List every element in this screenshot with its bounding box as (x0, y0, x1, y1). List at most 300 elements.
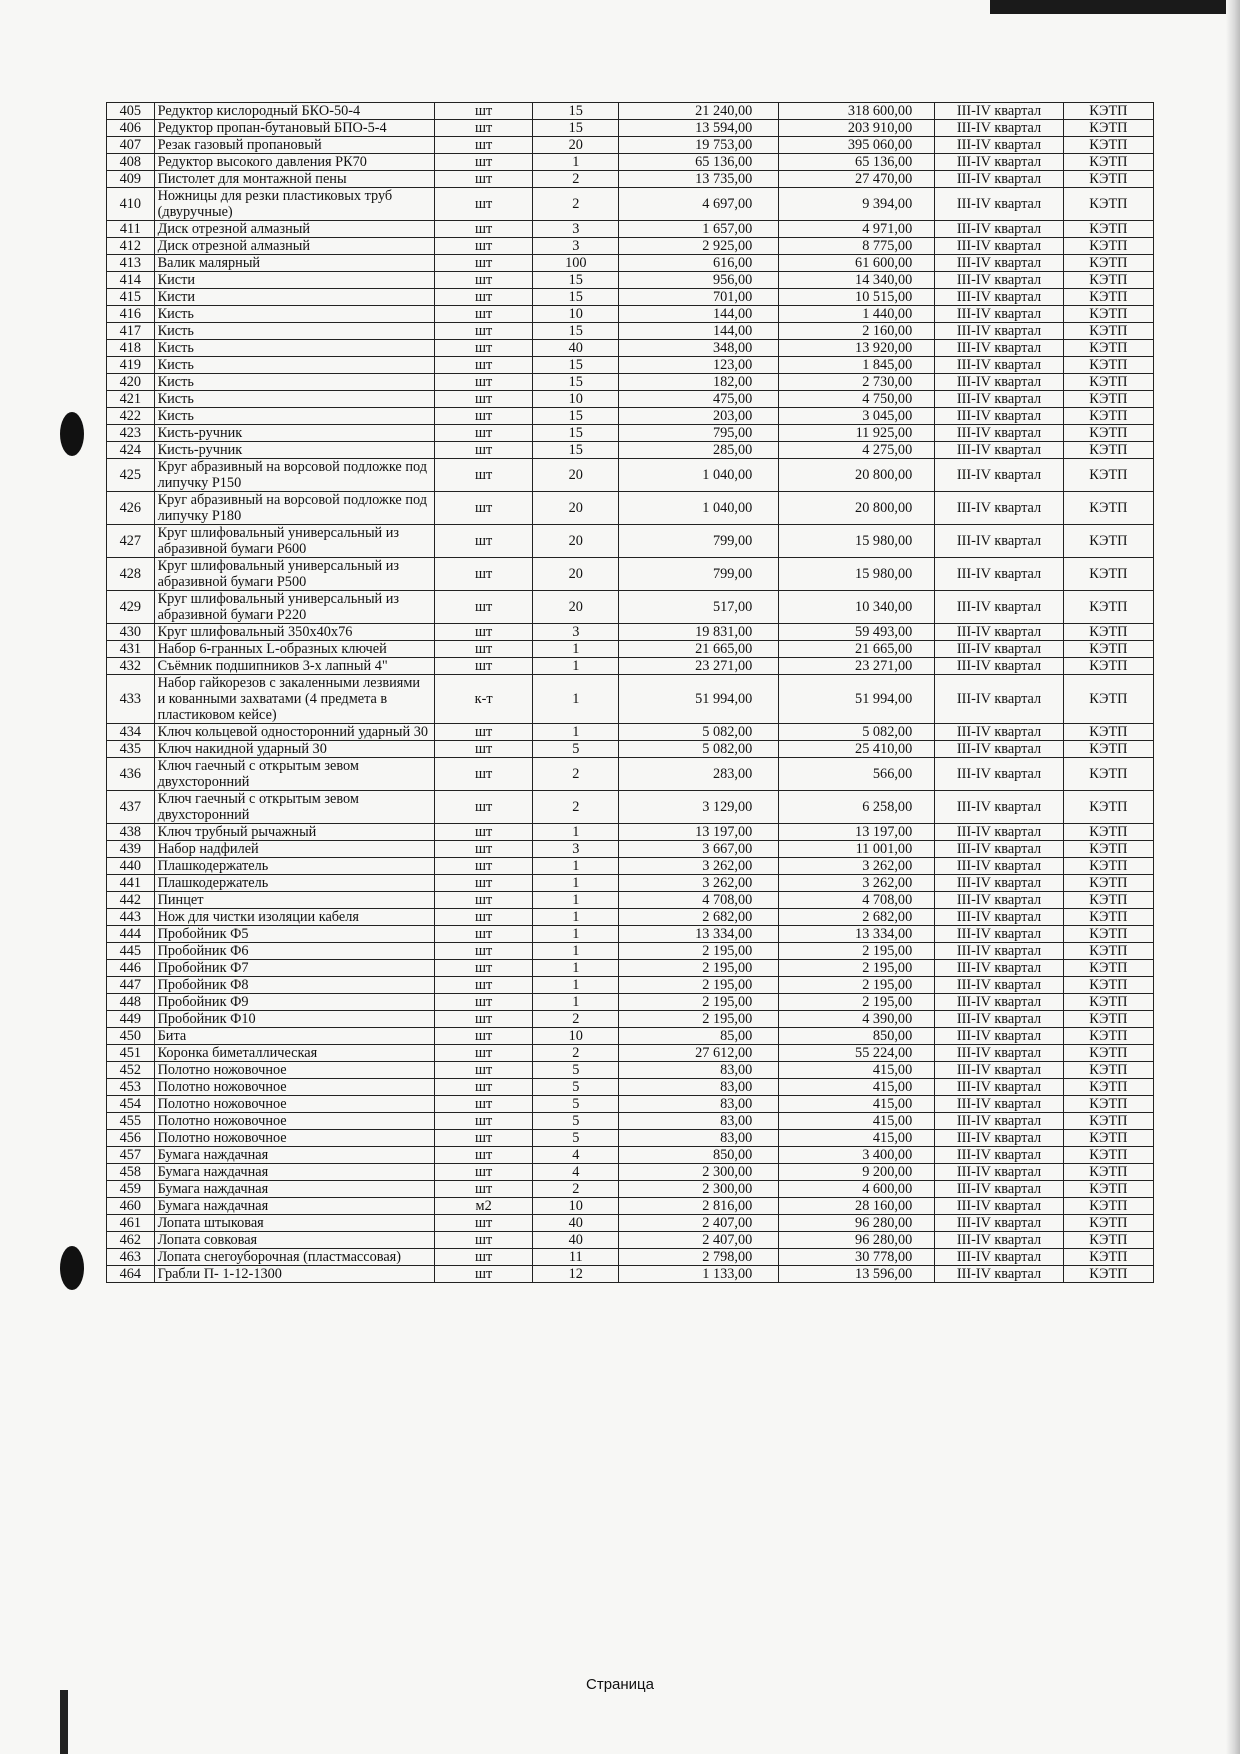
item-name-cell: Кисть (154, 408, 434, 425)
item-name-cell: Пробойник Ф10 (154, 1011, 434, 1028)
delivery-period-cell: III-IV квартал (935, 675, 1064, 724)
total-sum-cell: 15 980,00 (779, 525, 935, 558)
row-number-cell: 415 (107, 289, 155, 306)
row-number-cell: 429 (107, 591, 155, 624)
row-number-cell: 421 (107, 391, 155, 408)
unit-cell: шт (435, 641, 533, 658)
unit-price-cell: 13 735,00 (619, 171, 779, 188)
item-name-cell: Полотно ножовочное (154, 1062, 434, 1079)
delivery-period-cell: III-IV квартал (935, 120, 1064, 137)
unit-price-cell: 3 129,00 (619, 791, 779, 824)
item-name-cell: Плашкодержатель (154, 875, 434, 892)
table-row (107, 1181, 1154, 1198)
quantity-cell: 15 (533, 374, 619, 391)
total-sum-cell: 13 596,00 (779, 1266, 935, 1283)
quantity-cell: 1 (533, 977, 619, 994)
unit-price-cell: 616,00 (619, 255, 779, 272)
total-sum-cell: 2 730,00 (779, 374, 935, 391)
quantity-cell: 1 (533, 154, 619, 171)
unit-cell: шт (435, 154, 533, 171)
row-number-cell: 451 (107, 1045, 155, 1062)
total-sum-cell: 25 410,00 (779, 741, 935, 758)
quantity-cell: 2 (533, 1011, 619, 1028)
unit-price-cell: 83,00 (619, 1096, 779, 1113)
responsible-cell: КЭТП (1063, 1130, 1153, 1147)
row-number-cell: 409 (107, 171, 155, 188)
unit-price-cell: 19 831,00 (619, 624, 779, 641)
total-sum-cell: 96 280,00 (779, 1232, 935, 1249)
unit-price-cell: 27 612,00 (619, 1045, 779, 1062)
unit-cell: шт (435, 1079, 533, 1096)
item-name-cell: Ключ трубный рычажный (154, 824, 434, 841)
quantity-cell: 1 (533, 824, 619, 841)
unit-cell: шт (435, 1045, 533, 1062)
unit-price-cell: 285,00 (619, 442, 779, 459)
item-name-cell: Грабли П- 1-12-1300 (154, 1266, 434, 1283)
table-row (107, 558, 1154, 591)
unit-cell: шт (435, 1130, 533, 1147)
table-row (107, 591, 1154, 624)
item-name-cell: Ножницы для резки пластиковых труб (двуручные) (154, 188, 434, 221)
row-number-cell: 439 (107, 841, 155, 858)
delivery-period-cell: III-IV квартал (935, 425, 1064, 442)
unit-price-cell: 2 300,00 (619, 1181, 779, 1198)
table-row (107, 741, 1154, 758)
row-number-cell: 458 (107, 1164, 155, 1181)
item-name-cell: Круг шлифовальный универсальный из абразивной бумаги Р220 (154, 591, 434, 624)
unit-cell: шт (435, 1232, 533, 1249)
unit-cell: шт (435, 1028, 533, 1045)
delivery-period-cell: III-IV квартал (935, 1130, 1064, 1147)
table-body (107, 103, 1154, 1283)
unit-cell: шт (435, 459, 533, 492)
unit-price-cell: 5 082,00 (619, 741, 779, 758)
item-name-cell: Валик малярный (154, 255, 434, 272)
quantity-cell: 2 (533, 791, 619, 824)
item-name-cell: Диск отрезной алмазный (154, 221, 434, 238)
item-name-cell: Кисть (154, 323, 434, 340)
quantity-cell: 40 (533, 1232, 619, 1249)
total-sum-cell: 13 920,00 (779, 340, 935, 357)
item-name-cell: Кисть (154, 357, 434, 374)
delivery-period-cell: III-IV квартал (935, 1045, 1064, 1062)
quantity-cell: 1 (533, 724, 619, 741)
total-sum-cell: 850,00 (779, 1028, 935, 1045)
delivery-period-cell: III-IV квартал (935, 591, 1064, 624)
delivery-period-cell: III-IV квартал (935, 442, 1064, 459)
table-row (107, 624, 1154, 641)
responsible-cell: КЭТП (1063, 425, 1153, 442)
unit-cell: шт (435, 909, 533, 926)
responsible-cell: КЭТП (1063, 1249, 1153, 1266)
scan-edge-right (1226, 0, 1240, 1754)
unit-cell: шт (435, 1164, 533, 1181)
quantity-cell: 2 (533, 1045, 619, 1062)
row-number-cell: 462 (107, 1232, 155, 1249)
responsible-cell: КЭТП (1063, 1028, 1153, 1045)
delivery-period-cell: III-IV квартал (935, 1181, 1064, 1198)
table-row (107, 221, 1154, 238)
quantity-cell: 5 (533, 1079, 619, 1096)
quantity-cell: 3 (533, 238, 619, 255)
scan-edge-top (990, 0, 1240, 14)
table-row (107, 824, 1154, 841)
total-sum-cell: 11 925,00 (779, 425, 935, 442)
responsible-cell: КЭТП (1063, 374, 1153, 391)
unit-price-cell: 21 665,00 (619, 641, 779, 658)
unit-cell: шт (435, 323, 533, 340)
responsible-cell: КЭТП (1063, 641, 1153, 658)
row-number-cell: 417 (107, 323, 155, 340)
row-number-cell: 461 (107, 1215, 155, 1232)
row-number-cell: 405 (107, 103, 155, 120)
table-row (107, 103, 1154, 120)
delivery-period-cell: III-IV квартал (935, 841, 1064, 858)
row-number-cell: 448 (107, 994, 155, 1011)
unit-price-cell: 203,00 (619, 408, 779, 425)
row-number-cell: 407 (107, 137, 155, 154)
table-row (107, 1028, 1154, 1045)
unit-cell: шт (435, 875, 533, 892)
unit-price-cell: 3 667,00 (619, 841, 779, 858)
table-row (107, 255, 1154, 272)
item-name-cell: Лопата снегоуборочная (пластмассовая) (154, 1249, 434, 1266)
item-name-cell: Кисть (154, 374, 434, 391)
delivery-period-cell: III-IV квартал (935, 724, 1064, 741)
responsible-cell: КЭТП (1063, 909, 1153, 926)
unit-cell: шт (435, 943, 533, 960)
table-row (107, 425, 1154, 442)
quantity-cell: 15 (533, 323, 619, 340)
delivery-period-cell: III-IV квартал (935, 374, 1064, 391)
row-number-cell: 444 (107, 926, 155, 943)
total-sum-cell: 27 470,00 (779, 171, 935, 188)
row-number-cell: 432 (107, 658, 155, 675)
quantity-cell: 1 (533, 858, 619, 875)
total-sum-cell: 20 800,00 (779, 459, 935, 492)
quantity-cell: 2 (533, 758, 619, 791)
table-row (107, 1011, 1154, 1028)
quantity-cell: 3 (533, 841, 619, 858)
total-sum-cell: 415,00 (779, 1079, 935, 1096)
unit-cell: шт (435, 340, 533, 357)
unit-cell: шт (435, 994, 533, 1011)
table-row (107, 459, 1154, 492)
row-number-cell: 436 (107, 758, 155, 791)
item-name-cell: Ключ накидной ударный 30 (154, 741, 434, 758)
table-row (107, 1147, 1154, 1164)
quantity-cell: 12 (533, 1266, 619, 1283)
total-sum-cell: 4 971,00 (779, 221, 935, 238)
row-number-cell: 410 (107, 188, 155, 221)
responsible-cell: КЭТП (1063, 994, 1153, 1011)
table-row (107, 977, 1154, 994)
item-name-cell: Бумага наждачная (154, 1147, 434, 1164)
unit-price-cell: 83,00 (619, 1062, 779, 1079)
total-sum-cell: 28 160,00 (779, 1198, 935, 1215)
quantity-cell: 10 (533, 306, 619, 323)
punch-hole (60, 1246, 84, 1290)
responsible-cell: КЭТП (1063, 1079, 1153, 1096)
total-sum-cell: 3 400,00 (779, 1147, 935, 1164)
table-row (107, 154, 1154, 171)
item-name-cell: Редуктор пропан-бутановый БПО-5-4 (154, 120, 434, 137)
delivery-period-cell: III-IV квартал (935, 558, 1064, 591)
item-name-cell: Редуктор высокого давления РК70 (154, 154, 434, 171)
row-number-cell: 428 (107, 558, 155, 591)
table-row (107, 1266, 1154, 1283)
quantity-cell: 15 (533, 103, 619, 120)
unit-price-cell: 517,00 (619, 591, 779, 624)
responsible-cell: КЭТП (1063, 255, 1153, 272)
table-row (107, 994, 1154, 1011)
unit-cell: шт (435, 892, 533, 909)
unit-cell: шт (435, 1249, 533, 1266)
table-row (107, 758, 1154, 791)
quantity-cell: 15 (533, 408, 619, 425)
unit-price-cell: 23 271,00 (619, 658, 779, 675)
unit-cell: шт (435, 171, 533, 188)
delivery-period-cell: III-IV квартал (935, 459, 1064, 492)
delivery-period-cell: III-IV квартал (935, 306, 1064, 323)
item-name-cell: Кисть-ручник (154, 442, 434, 459)
responsible-cell: КЭТП (1063, 1181, 1153, 1198)
responsible-cell: КЭТП (1063, 120, 1153, 137)
item-name-cell: Кисти (154, 289, 434, 306)
unit-price-cell: 182,00 (619, 374, 779, 391)
table-row (107, 841, 1154, 858)
quantity-cell: 40 (533, 340, 619, 357)
responsible-cell: КЭТП (1063, 188, 1153, 221)
quantity-cell: 4 (533, 1164, 619, 1181)
row-number-cell: 437 (107, 791, 155, 824)
quantity-cell: 15 (533, 272, 619, 289)
responsible-cell: КЭТП (1063, 289, 1153, 306)
item-name-cell: Лопата совковая (154, 1232, 434, 1249)
row-number-cell: 413 (107, 255, 155, 272)
unit-price-cell: 475,00 (619, 391, 779, 408)
unit-cell: шт (435, 1062, 533, 1079)
quantity-cell: 20 (533, 525, 619, 558)
table-row (107, 272, 1154, 289)
unit-price-cell: 2 682,00 (619, 909, 779, 926)
row-number-cell: 452 (107, 1062, 155, 1079)
unit-price-cell: 4 697,00 (619, 188, 779, 221)
delivery-period-cell: III-IV квартал (935, 791, 1064, 824)
item-name-cell: Съёмник подшипников 3-х лапный 4" (154, 658, 434, 675)
table-row (107, 374, 1154, 391)
quantity-cell: 5 (533, 1062, 619, 1079)
row-number-cell: 431 (107, 641, 155, 658)
delivery-period-cell: III-IV квартал (935, 323, 1064, 340)
punch-hole (60, 412, 84, 456)
row-number-cell: 435 (107, 741, 155, 758)
delivery-period-cell: III-IV квартал (935, 658, 1064, 675)
unit-cell: шт (435, 1096, 533, 1113)
item-name-cell: Кисти (154, 272, 434, 289)
row-number-cell: 424 (107, 442, 155, 459)
responsible-cell: КЭТП (1063, 943, 1153, 960)
table-row (107, 960, 1154, 977)
row-number-cell: 414 (107, 272, 155, 289)
delivery-period-cell: III-IV квартал (935, 154, 1064, 171)
unit-price-cell: 83,00 (619, 1130, 779, 1147)
table-row (107, 171, 1154, 188)
unit-cell: к-т (435, 675, 533, 724)
responsible-cell: КЭТП (1063, 492, 1153, 525)
item-name-cell: Полотно ножовочное (154, 1079, 434, 1096)
quantity-cell: 1 (533, 909, 619, 926)
item-name-cell: Пинцет (154, 892, 434, 909)
table-row (107, 340, 1154, 357)
quantity-cell: 1 (533, 960, 619, 977)
unit-cell: шт (435, 960, 533, 977)
table-row (107, 1062, 1154, 1079)
table-row (107, 909, 1154, 926)
total-sum-cell: 3 262,00 (779, 875, 935, 892)
row-number-cell: 412 (107, 238, 155, 255)
row-number-cell: 427 (107, 525, 155, 558)
item-name-cell: Круг абразивный на ворсовой подложке под липучку Р180 (154, 492, 434, 525)
responsible-cell: КЭТП (1063, 137, 1153, 154)
delivery-period-cell: III-IV квартал (935, 238, 1064, 255)
quantity-cell: 1 (533, 994, 619, 1011)
unit-cell: шт (435, 289, 533, 306)
responsible-cell: КЭТП (1063, 960, 1153, 977)
unit-price-cell: 956,00 (619, 272, 779, 289)
responsible-cell: КЭТП (1063, 858, 1153, 875)
quantity-cell: 1 (533, 926, 619, 943)
total-sum-cell: 2 195,00 (779, 960, 935, 977)
table-row (107, 1113, 1154, 1130)
row-number-cell: 447 (107, 977, 155, 994)
unit-price-cell: 65 136,00 (619, 154, 779, 171)
quantity-cell: 1 (533, 675, 619, 724)
unit-cell: шт (435, 1215, 533, 1232)
total-sum-cell: 415,00 (779, 1130, 935, 1147)
scan-edge-left (60, 1690, 68, 1754)
responsible-cell: КЭТП (1063, 791, 1153, 824)
responsible-cell: КЭТП (1063, 323, 1153, 340)
unit-cell: шт (435, 1011, 533, 1028)
responsible-cell: КЭТП (1063, 221, 1153, 238)
responsible-cell: КЭТП (1063, 103, 1153, 120)
delivery-period-cell: III-IV квартал (935, 525, 1064, 558)
table-row (107, 306, 1154, 323)
unit-price-cell: 13 594,00 (619, 120, 779, 137)
delivery-period-cell: III-IV квартал (935, 1198, 1064, 1215)
delivery-period-cell: III-IV квартал (935, 357, 1064, 374)
table-row (107, 1045, 1154, 1062)
total-sum-cell: 9 394,00 (779, 188, 935, 221)
quantity-cell: 10 (533, 391, 619, 408)
unit-cell: шт (435, 238, 533, 255)
total-sum-cell: 10 340,00 (779, 591, 935, 624)
table-row (107, 289, 1154, 306)
row-number-cell: 441 (107, 875, 155, 892)
unit-cell: шт (435, 758, 533, 791)
row-number-cell: 422 (107, 408, 155, 425)
delivery-period-cell: III-IV квартал (935, 255, 1064, 272)
table-row (107, 1130, 1154, 1147)
unit-price-cell: 1 040,00 (619, 492, 779, 525)
quantity-cell: 20 (533, 558, 619, 591)
unit-cell: шт (435, 926, 533, 943)
responsible-cell: КЭТП (1063, 391, 1153, 408)
unit-cell: шт (435, 824, 533, 841)
quantity-cell: 2 (533, 188, 619, 221)
total-sum-cell: 9 200,00 (779, 1164, 935, 1181)
item-name-cell: Набор гайкорезов с закаленными лезвиями и кованными захватами (4 предмета в пластиковом кейсе) (154, 675, 434, 724)
quantity-cell: 1 (533, 641, 619, 658)
table-row (107, 1079, 1154, 1096)
quantity-cell: 1 (533, 943, 619, 960)
table-row (107, 492, 1154, 525)
delivery-period-cell: III-IV квартал (935, 103, 1064, 120)
delivery-period-cell: III-IV квартал (935, 408, 1064, 425)
unit-price-cell: 19 753,00 (619, 137, 779, 154)
unit-price-cell: 5 082,00 (619, 724, 779, 741)
unit-price-cell: 2 816,00 (619, 1198, 779, 1215)
total-sum-cell: 2 195,00 (779, 977, 935, 994)
quantity-cell: 5 (533, 1113, 619, 1130)
unit-cell: шт (435, 188, 533, 221)
table-row (107, 724, 1154, 741)
table-row (107, 391, 1154, 408)
total-sum-cell: 415,00 (779, 1096, 935, 1113)
delivery-period-cell: III-IV квартал (935, 1079, 1064, 1096)
unit-cell: шт (435, 791, 533, 824)
table-row (107, 1164, 1154, 1181)
table-row (107, 943, 1154, 960)
unit-cell: м2 (435, 1198, 533, 1215)
delivery-period-cell: III-IV квартал (935, 824, 1064, 841)
total-sum-cell: 3 262,00 (779, 858, 935, 875)
delivery-period-cell: III-IV квартал (935, 137, 1064, 154)
total-sum-cell: 65 136,00 (779, 154, 935, 171)
unit-price-cell: 83,00 (619, 1079, 779, 1096)
delivery-period-cell: III-IV квартал (935, 1113, 1064, 1130)
unit-price-cell: 13 334,00 (619, 926, 779, 943)
row-number-cell: 460 (107, 1198, 155, 1215)
quantity-cell: 3 (533, 221, 619, 238)
delivery-period-cell: III-IV квартал (935, 1028, 1064, 1045)
table-row (107, 926, 1154, 943)
unit-price-cell: 144,00 (619, 306, 779, 323)
quantity-cell: 10 (533, 1028, 619, 1045)
total-sum-cell: 4 275,00 (779, 442, 935, 459)
row-number-cell: 420 (107, 374, 155, 391)
total-sum-cell: 2 195,00 (779, 943, 935, 960)
total-sum-cell: 10 515,00 (779, 289, 935, 306)
row-number-cell: 446 (107, 960, 155, 977)
unit-cell: шт (435, 306, 533, 323)
item-name-cell: Полотно ножовочное (154, 1113, 434, 1130)
unit-cell: шт (435, 391, 533, 408)
responsible-cell: КЭТП (1063, 875, 1153, 892)
quantity-cell: 15 (533, 289, 619, 306)
row-number-cell: 443 (107, 909, 155, 926)
responsible-cell: КЭТП (1063, 926, 1153, 943)
row-number-cell: 440 (107, 858, 155, 875)
unit-price-cell: 13 197,00 (619, 824, 779, 841)
unit-cell: шт (435, 255, 533, 272)
table-row (107, 238, 1154, 255)
delivery-period-cell: III-IV квартал (935, 1215, 1064, 1232)
unit-price-cell: 2 407,00 (619, 1232, 779, 1249)
unit-price-cell: 2 195,00 (619, 1011, 779, 1028)
responsible-cell: КЭТП (1063, 558, 1153, 591)
